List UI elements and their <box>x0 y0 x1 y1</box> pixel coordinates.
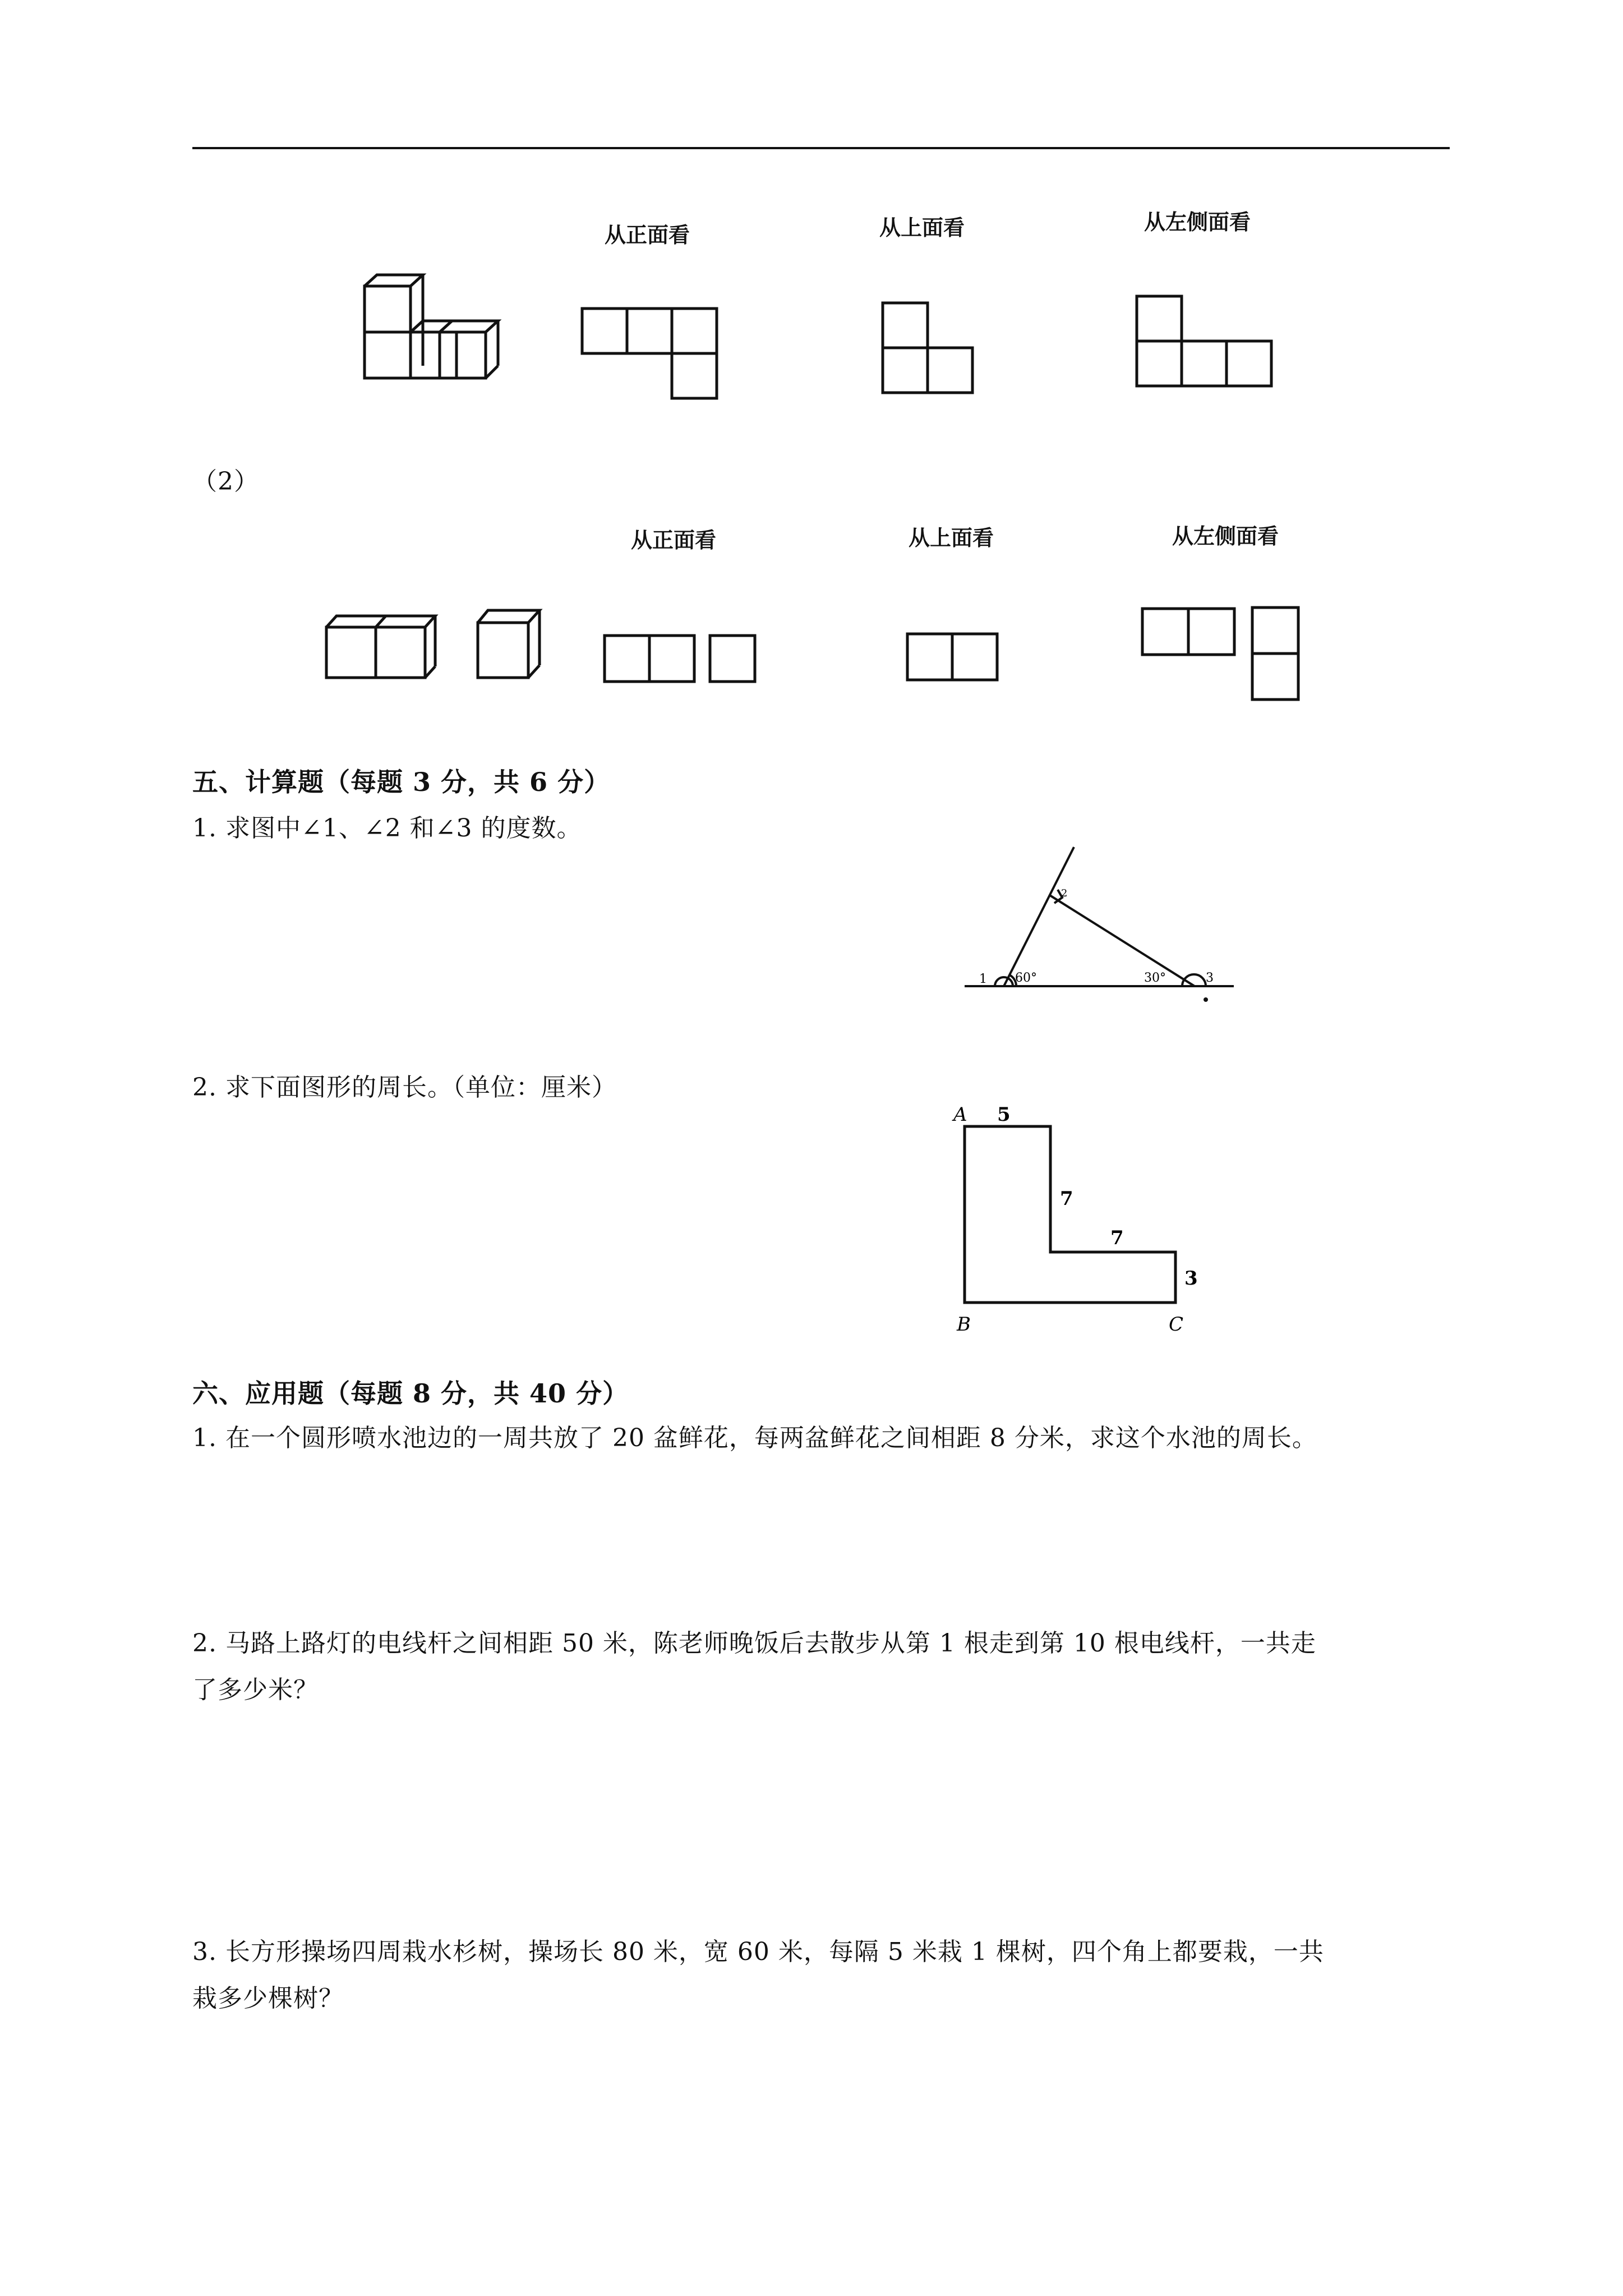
section6-question3-line1: 3. 长方形操场四周栽水杉树，操场长 80 米，宽 60 米，每隔 5 米栽 1 棵树，四个角上都要栽，一共 <box>192 1938 1324 1966</box>
fig2-left-view-drawing <box>1136 603 1315 707</box>
header-rule <box>192 147 1450 149</box>
fig1-solid-drawing <box>353 264 533 387</box>
vertex-label-a: A <box>953 1103 967 1126</box>
fig2-top-view-label: 从上面看 <box>909 526 994 550</box>
fig1-top-view-drawing <box>875 297 981 398</box>
section6-question3-line2: 栽多少棵树？ <box>192 1984 344 2013</box>
fig1-front-view-label: 从正面看 <box>605 223 690 247</box>
section6-question1: 1. 在一个圆形喷水池边的一周共放了 20 盆鲜花，每两盆鲜花之间相距 8 分米，求这个水池的周长。 <box>192 1424 1317 1452</box>
angle-value-left: 60° <box>1015 971 1037 985</box>
section6-question2-line2: 了多少米？ <box>192 1676 319 1704</box>
section5-question2: 2. 求下面图形的周长。（单位：厘米） <box>192 1073 617 1102</box>
section6-question2-line1: 2. 马路上路灯的电线杆之间相距 50 米，陈老师晚饭后去散步从第 1 根走到第 10 根电线杆，一共走 <box>192 1629 1316 1658</box>
length-inner-vertical: 7 <box>1060 1188 1073 1210</box>
l-shape-figure <box>948 1094 1206 1341</box>
vertex-label-c: C <box>1169 1313 1184 1336</box>
vertex-label-b: B <box>957 1313 971 1336</box>
section5-question1: 1. 求图中∠1、∠2 和∠3 的度数。 <box>192 814 582 843</box>
fig1-top-view-label: 从上面看 <box>879 215 965 240</box>
fig1-left-view-label: 从左侧面看 <box>1144 210 1251 234</box>
angle-label-2: 2 <box>1061 887 1068 899</box>
angle-value-right: 30° <box>1144 971 1166 985</box>
fig1-left-view-drawing <box>1130 292 1276 393</box>
fig2-left-view-label: 从左侧面看 <box>1172 524 1279 549</box>
length-right: 3 <box>1184 1267 1198 1290</box>
fig2-top-view-drawing <box>903 629 1004 685</box>
length-top: 5 <box>997 1103 1011 1126</box>
angle-label-1: 1 <box>979 972 987 986</box>
section6-heading: 六、应用题（每题 8 分，共 40 分） <box>192 1378 629 1409</box>
fig2-solid-drawing <box>320 606 555 690</box>
fig2-front-view-label: 从正面看 <box>631 528 717 553</box>
angle-figure <box>953 836 1245 1010</box>
fig2-front-view-drawing <box>600 631 763 687</box>
section5-heading: 五、计算题（每题 3 分，共 6 分） <box>192 767 611 797</box>
fig1-front-view-drawing <box>578 306 723 401</box>
angle-label-3: 3 <box>1206 971 1214 985</box>
fig2-label: （2） <box>192 467 259 496</box>
length-inner-horizontal: 7 <box>1110 1227 1124 1249</box>
